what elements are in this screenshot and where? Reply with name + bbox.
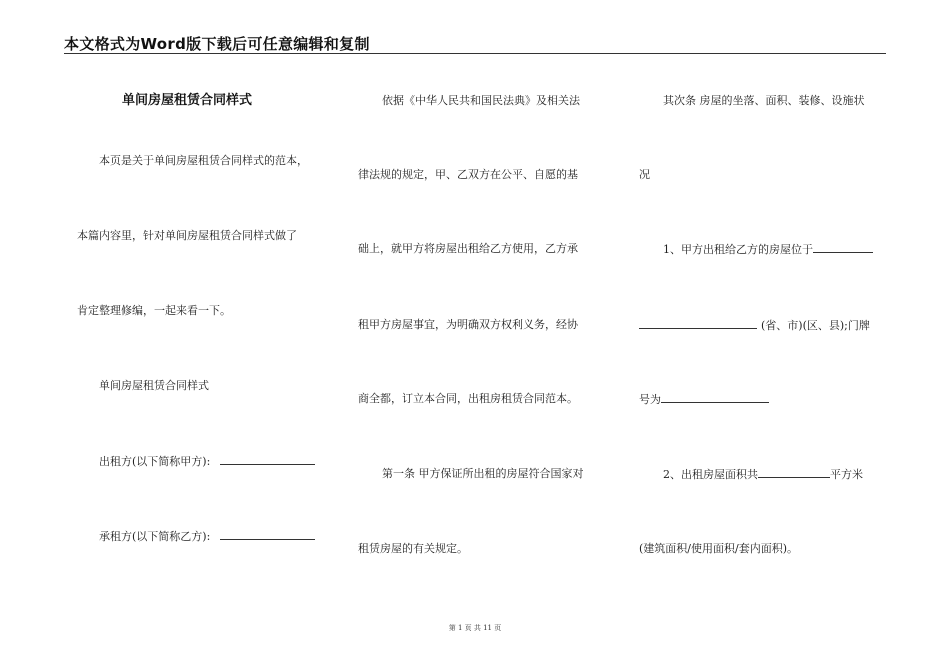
item-2-line-2: (建筑面积/使用面积/套内面积)。 <box>639 542 798 555</box>
lessee-line <box>99 529 315 544</box>
article-1-line-2: 租赁房屋的有关规定。 <box>358 542 468 555</box>
door-number-blank <box>661 392 769 403</box>
item-2-text: 2、出租房屋面积共 <box>663 468 758 481</box>
intro-line-2: 本篇内容里，针对单间房屋租赁合同样式做了 <box>77 229 297 242</box>
lessor-label: 出租方(以下简称甲方): <box>99 455 211 468</box>
header-rule <box>64 53 886 54</box>
location-blank <box>813 242 873 253</box>
paragraph-1-line-5: 商全都，订立本合同，出租房租赁合同范本。 <box>358 392 578 405</box>
article-1-line-1: 第一条 甲方保证所出租的房屋符合国家对 <box>382 467 584 480</box>
lessor-line <box>99 454 315 469</box>
item-1-line-3 <box>639 392 769 407</box>
item-2-line-1 <box>663 467 863 482</box>
door-number-text: 号为 <box>639 393 661 406</box>
intro-line-1: 本页是关于单间房屋租赁合同样式的范本， <box>99 154 308 167</box>
area-blank <box>758 467 830 478</box>
province-blank <box>639 318 757 329</box>
article-2-line-2: 况 <box>639 168 650 181</box>
paragraph-1-line-1: 依据《中华人民共和国民法典》及相关法 <box>382 94 580 107</box>
paragraph-1-line-4: 租甲方房屋事宜，为明确双方权利义务，经协 <box>358 318 578 331</box>
lessee-blank <box>220 529 315 540</box>
item-1-text: 1、甲方出租给乙方的房屋位于 <box>663 243 813 256</box>
item-1-line-1 <box>663 242 873 257</box>
document-banner: 本文格式为Word版下载后可任意编辑和复制 <box>64 35 370 53</box>
item-1-region-text: (省、市)(区、县);门牌 <box>761 319 870 332</box>
item-1-line-2 <box>639 318 870 333</box>
lessee-label: 承租方(以下简称乙方): <box>99 530 211 543</box>
lessor-blank <box>220 454 315 465</box>
area-unit: 平方米 <box>830 468 863 481</box>
intro-line-3: 肯定整理修编，一起来看一下。 <box>77 304 231 317</box>
paragraph-1-line-3: 础上，就甲方将房屋出租给乙方使用，乙方承 <box>358 242 578 255</box>
document-title: 单间房屋租赁合同样式 <box>122 93 253 108</box>
paragraph-1-line-2: 律法规的规定，甲、乙双方在公平、自愿的基 <box>358 168 578 181</box>
article-2-line-1: 其次条 房屋的坐落、面积、装修、设施状 <box>663 94 865 107</box>
page-number: 第 1 页 共 11 页 <box>448 624 502 632</box>
contract-subtitle: 单间房屋租赁合同样式 <box>99 379 209 392</box>
